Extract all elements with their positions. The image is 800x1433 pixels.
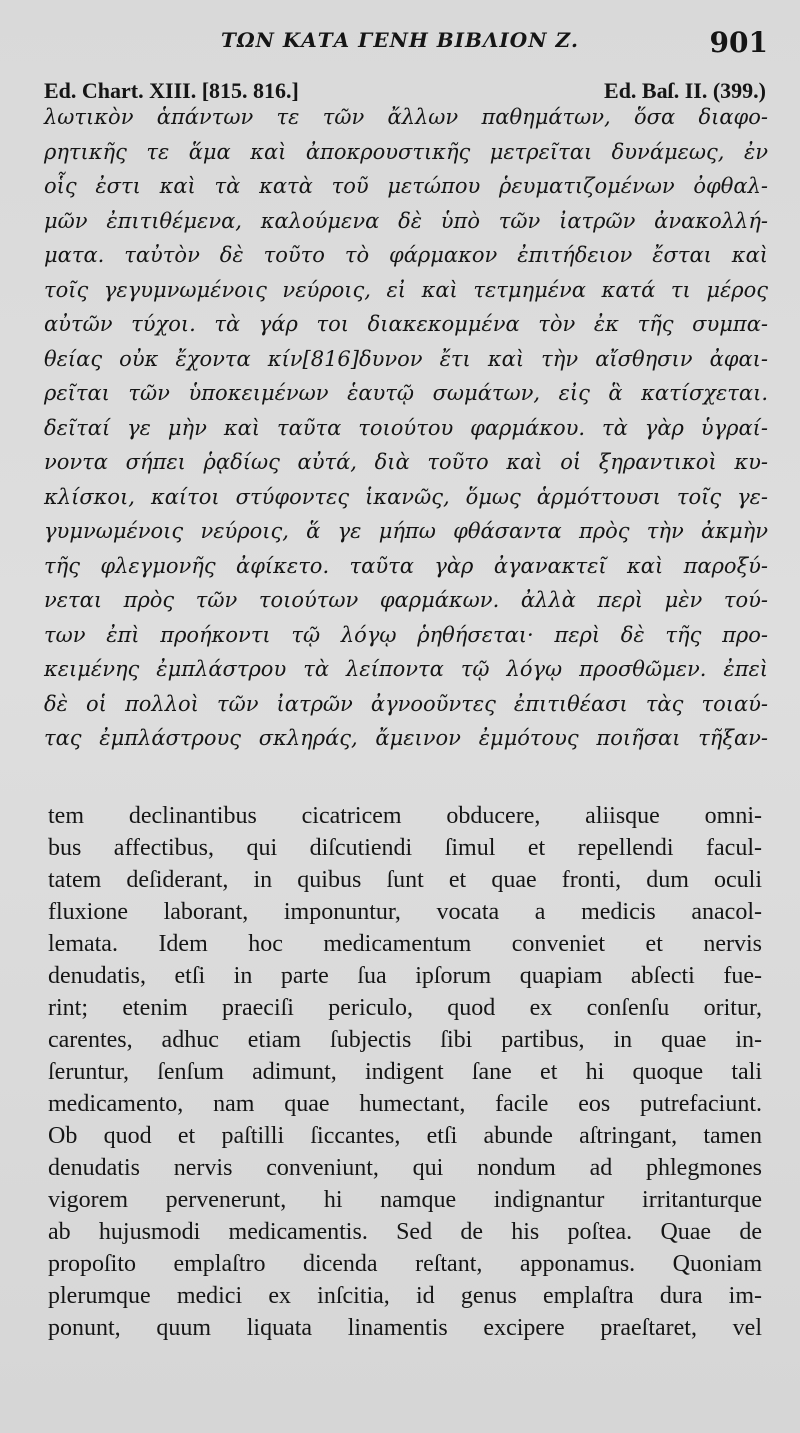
page-number: 901: [709, 26, 768, 59]
latin-text-line: ab hujusmodi medicamentis. Sed de his poſtea. Quae de: [48, 1219, 762, 1245]
greek-text-line: ρεῖται τῶν ὑποκειμένων ἑαυτῷ σωμάτων, εἰς ἃ κατίσχεται.: [44, 381, 768, 405]
greek-text-line: τοῖς γεγυμνωμένοις νεύροις, εἰ καὶ τετμημένα κατά τι μέρος: [44, 277, 768, 302]
greek-text-line: τας ἐμπλάστρους σκληράς, ἄμεινον ἐμμότους ποιῆσαι τῆξαν-: [44, 726, 768, 750]
greek-text-line: θείας οὐκ ἔχοντα κίν[816]δυνον ἔτι καὶ τὴν αἴσθησιν ἀφαι-: [44, 346, 768, 371]
latin-text-line: vigorem pervenerunt, hi namque indignantur irritanturque: [48, 1187, 762, 1213]
latin-text-line: medicamento, nam quae humectant, facile eos putrefaciunt.: [48, 1091, 762, 1117]
latin-text-line: ponunt, quum liquata linamentis excipere praeſtaret, vel: [48, 1315, 762, 1341]
latin-text-block: [48, 800, 762, 1344]
greek-text-line: μῶν ἐπιτιθέμενα, καλούμενα δὲ ὑπὸ τῶν ἰατρῶν ἀνακολλή-: [44, 208, 768, 233]
latin-text-line: denudatis nervis conveniunt, qui nondum ad phlegmones: [48, 1155, 762, 1181]
greek-text-line: τῆς φλεγμονῆς ἀφίκετο. ταῦτα γὰρ ἀγανακτεῖ καὶ παροξύ-: [44, 553, 768, 578]
greek-text-line: αὐτῶν τύχοι. τὰ γάρ τοι διακεκομμένα τὸν ἐκ τῆς συμπα-: [44, 312, 768, 336]
greek-text-line: ματα. ταὐτὸν δὲ τοῦτο τὸ φάρμακον ἐπιτήδειον ἔσται καὶ: [44, 243, 768, 267]
latin-text-line: Ob quod et paſtilli ſiccantes, etſi abunde aſtringant, tamen: [48, 1123, 762, 1149]
latin-text-line: fluxione laborant, imponuntur, vocata a medicis anacol-: [48, 899, 762, 925]
greek-text-line: δεῖταί γε μὴν καὶ ταῦτα τοιούτου φαρμάκου. τὰ γὰρ ὑγραί-: [44, 415, 768, 440]
greek-text-line: νεται πρὸς τῶν τοιούτων φαρμάκων. ἀλλὰ περὶ μὲν τού-: [44, 588, 768, 612]
greek-text-line: ρητικῆς τε ἅμα καὶ ἀποκρουστικῆς μετρεῖται δυνάμεως, ἐν: [44, 139, 768, 164]
latin-text-line: tem declinantibus cicatricem obducere, aliisque omni-: [48, 803, 762, 829]
latin-text-line: tatem deſiderant, in quibus ſunt et quae fronti, dum oculi: [48, 867, 762, 893]
greek-text-line: γυμνωμένοις νεύροις, ἅ γε μήπω φθάσαντα πρὸς τὴν ἀκμὴν: [44, 519, 768, 543]
edition-reference-chartier: Ed. Chart. XIII. [815. 816.]: [44, 78, 299, 103]
latin-text-line: denudatis, etſi in parte ſua ipſorum quapiam abſecti fue-: [48, 963, 762, 989]
latin-text-line: carentes, adhuc etiam ſubjectis ſibi partibus, in quae in-: [48, 1027, 762, 1053]
edition-reference-basel: Ed. Baſ. II. (399.): [604, 78, 766, 103]
greek-text-block: [44, 100, 768, 756]
greek-text-line: δὲ οἱ πολλοὶ τῶν ἰατρῶν ἀγνοοῦντες ἐπιτιθέασι τὰς τοιαύ-: [44, 691, 768, 716]
greek-text-line: λωτικὸν ἁπάντων τε τῶν ἄλλων παθημάτων, ὅσα διαφο-: [44, 105, 768, 129]
greek-text-line: των ἐπὶ προήκοντι τῷ λόγῳ ῥηθήσεται· περὶ δὲ τῆς προ-: [44, 622, 768, 647]
greek-text-line: νοντα σήπει ῥᾳδίως αὐτά, διὰ τοῦτο καὶ οἱ ξηραντικοὶ κυ-: [44, 450, 768, 474]
latin-text-line: ſeruntur, ſenſum adimunt, indigent ſane et hi quoque tali: [48, 1059, 762, 1085]
latin-text-line: lemata. Idem hoc medicamentum conveniet et nervis: [48, 931, 762, 957]
greek-text-line: κλίσκοι, καίτοι στύφοντες ἱκανῶς, ὅμως ἁρμόττουσι τοῖς γε-: [44, 484, 768, 509]
latin-text-line: rint; etenim praeciſi periculo, quod ex conſenſu oritur,: [48, 995, 762, 1021]
running-title: ΤΩΝ ΚΑΤΑ ΓΕΝΗ ΒΙΒΛΙΟΝ Ζ.: [220, 28, 580, 52]
latin-text-line: bus affectibus, qui diſcutiendi ſimul et repellendi facul-: [48, 835, 762, 861]
greek-text-line: κειμένης ἐμπλάστρου τὰ λείποντα τῷ λόγῳ προσθῶμεν. ἐπεὶ: [44, 657, 768, 681]
greek-text-line: οἷς ἐστι καὶ τὰ κατὰ τοῦ μετώπου ῥευματιζομένων ὀφθαλ-: [44, 174, 768, 198]
latin-text-line: plerumque medici ex inſcitia, id genus emplaſtra dura im-: [48, 1283, 762, 1309]
latin-text-line: propoſito emplaſtro dicenda reſtant, apponamus. Quoniam: [48, 1251, 762, 1277]
